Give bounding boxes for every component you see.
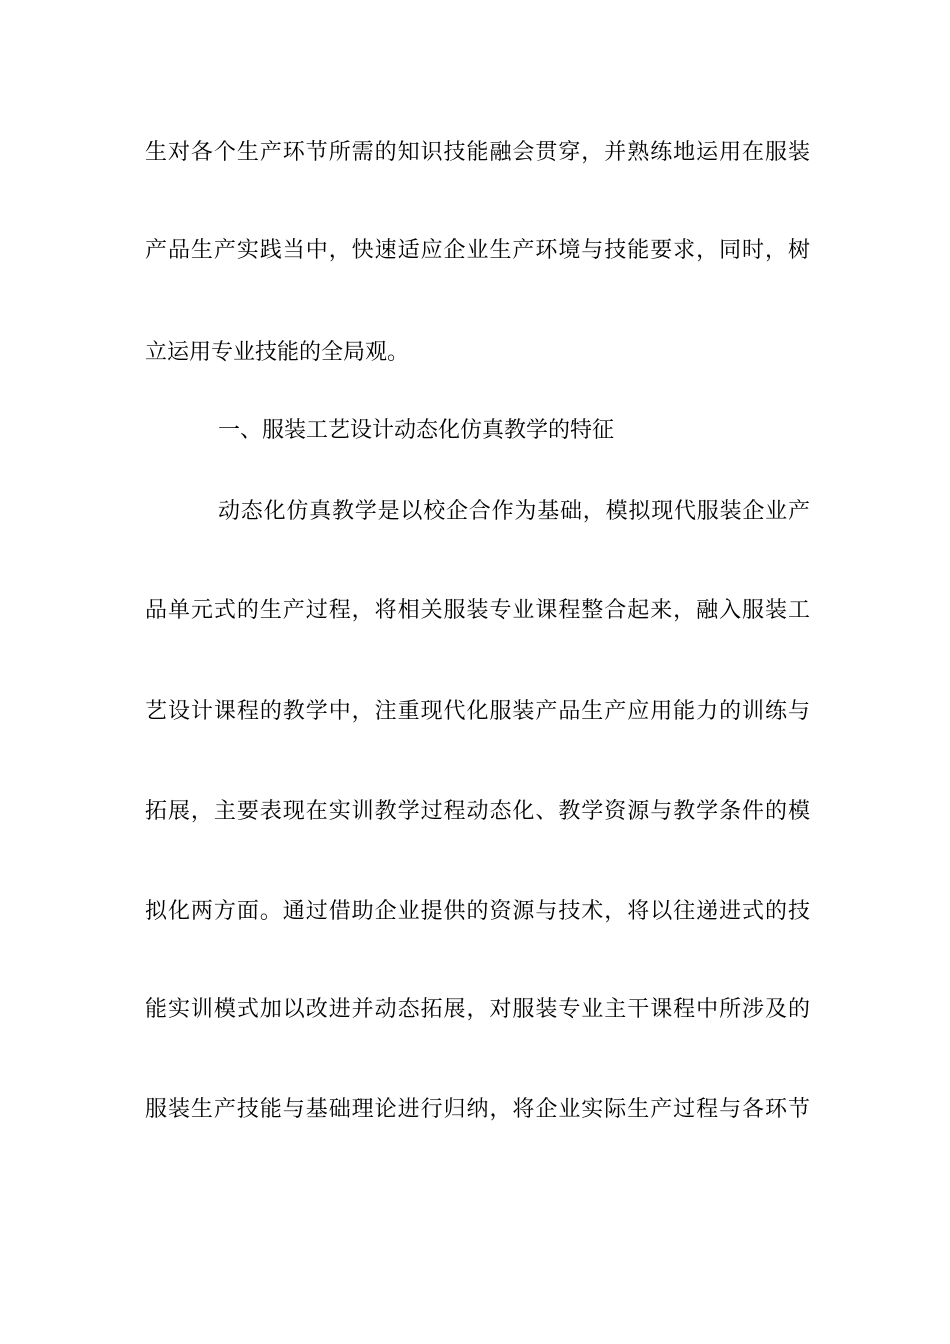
- paragraph-2-line-1: 动态化仿真教学是以校企合作为基础，模拟现代服装企业产: [218, 499, 810, 524]
- paragraph-1-line-1: 生对各个生产环节所需的知识技能融会贯穿，并熟练地运用在服装: [145, 140, 810, 165]
- paragraph-1-line-2: 产品生产实践当中，快速适应企业生产环境与技能要求，同时，树: [145, 238, 810, 263]
- section-heading: 一、服装工艺设计动态化仿真教学的特征: [218, 418, 615, 443]
- paragraph-2-line-7: 服装生产技能与基础理论进行归纳，将企业实际生产过程与各环节: [145, 1097, 810, 1122]
- paragraph-2-line-3: 艺设计课程的教学中，注重现代化服装产品生产应用能力的训练与: [145, 699, 810, 724]
- paragraph-2-line-6: 能实训模式加以改进并动态拓展，对服装专业主干课程中所涉及的: [145, 997, 810, 1022]
- paragraph-2-line-5: 拟化两方面。通过借助企业提供的资源与技术，将以往递进式的技: [145, 899, 810, 924]
- paragraph-2-line-4: 拓展，主要表现在实训教学过程动态化、教学资源与教学条件的模: [145, 799, 810, 824]
- paragraph-2-line-2: 品单元式的生产过程，将相关服装专业课程整合起来，融入服装工: [145, 598, 810, 623]
- paragraph-1-line-3: 立运用专业技能的全局观。: [145, 340, 410, 365]
